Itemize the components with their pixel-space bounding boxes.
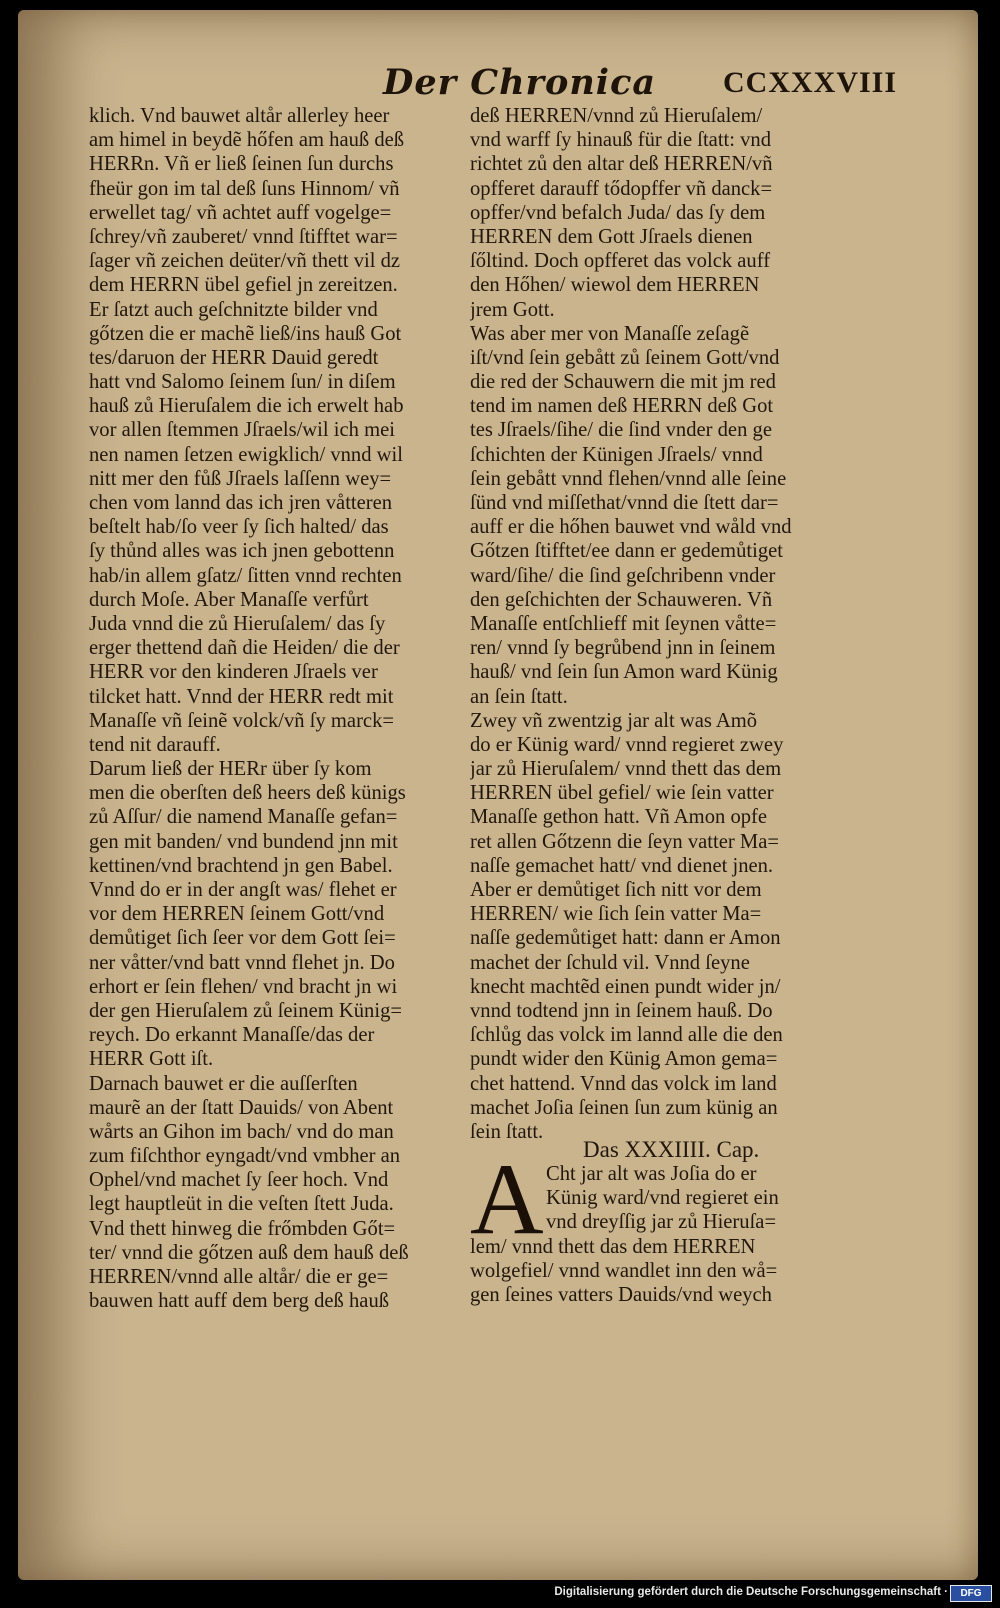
text-line: opfferet darauff tődopffer vñ danck= bbox=[470, 177, 773, 200]
text-line: erhort er ſein flehen/ vnd bracht jn wi bbox=[89, 975, 398, 998]
text-line: ren/ vnnd ſy begrůbend jnn in ſeinem bbox=[470, 637, 776, 660]
text-line: klich. Vnd bauwet altår allerley heer bbox=[89, 105, 390, 127]
text-line: vnd warff ſy hinauß für die ſtatt: vnd bbox=[470, 129, 772, 152]
text-line: jar zů Hieruſalem/ vnnd thett das dem bbox=[470, 758, 782, 781]
text-line: vnd dreyſſig jar zů Hieruſa= bbox=[546, 1211, 777, 1234]
text-line: chet hattend. Vnnd das volck im land bbox=[470, 1072, 777, 1095]
text-line: an ſein ſtatt. bbox=[470, 685, 568, 708]
text-line: dem HERRN übel gefiel jn zereitzen. bbox=[89, 274, 398, 297]
text-line: ter/ vnnd die gőtzen auß dem hauß deß bbox=[89, 1241, 409, 1264]
text-line: gőtzen die er machẽ ließ/ins hauß Got bbox=[89, 322, 402, 345]
text-line: tes Jſraels/ſihe/ die ſind vnder den ge bbox=[470, 419, 772, 442]
text-line: HERRn. Vñ er ließ ſeinen ſun durchs bbox=[89, 153, 394, 176]
text-line: zů Aſſur/ die namend Manaſſe gefan= bbox=[89, 806, 398, 829]
text-line: auff er die hőhen bauwet vnd wåld vnd bbox=[470, 516, 792, 539]
text-line: bauwen hatt auff dem berg deß hauß bbox=[89, 1290, 390, 1313]
text-line: Künig ward/vnd regieret ein bbox=[546, 1187, 779, 1210]
text-line: nitt mer den fůß Jſraels laſſenn wey= bbox=[89, 467, 392, 490]
text-line: Juda vnnd die zů Hieruſalem/ das ſy bbox=[89, 612, 386, 635]
text-line: vnnd todtend jnn in ſeinem hauß. Do bbox=[470, 999, 773, 1022]
text-line: den geſchichten der Schauweren. Vñ bbox=[470, 588, 773, 611]
text-line: Manaſſe gethon hatt. Vñ Amon opfe bbox=[470, 806, 768, 829]
text-line: ſein ſtatt. bbox=[470, 1120, 544, 1143]
text-line: gen mit banden/ vnd bundend jnn mit bbox=[89, 830, 398, 853]
text-line: wårts an Gihon im bach/ vnd do man bbox=[89, 1120, 394, 1143]
text-line: HERREN dem Gott Jſraels dienen bbox=[470, 225, 753, 248]
text-line: ret allen Gőtzenn die ſeyn vatter Ma= bbox=[470, 830, 779, 853]
text-line: pundt wider den Künig Amon gema= bbox=[470, 1048, 778, 1071]
text-line: Gőtzen ſtifftet/ee dann er gedemůtiget bbox=[470, 540, 783, 563]
text-line: Cht jar alt was Joſia do er bbox=[546, 1163, 757, 1185]
text-line: Vnd thett hinweg die frőmbden Gőt= bbox=[89, 1217, 396, 1240]
text-line: die red der Schauwern die mit jm red bbox=[470, 371, 776, 394]
text-line: knecht machtẽd einen pundt wider jn/ bbox=[470, 975, 781, 998]
text-line: HERREN/ wie ſich ſein vatter Ma= bbox=[470, 903, 762, 926]
text-line: naſſe gemachet hatt/ vnd dienet jnen. bbox=[470, 854, 774, 877]
text-line: ward/ſihe/ die ſind geſchribenn vnder bbox=[470, 564, 776, 587]
text-line: ſchlůg das volck im lannd alle die den bbox=[470, 1024, 783, 1047]
text-line: naſſe gedemůtiget hatt: dann er Amon bbox=[470, 927, 781, 950]
text-line: jrem Gott. bbox=[470, 298, 555, 321]
text-line: wolgefiel/ vnnd wandlet inn den wå= bbox=[470, 1259, 778, 1282]
text-line: HERREN/vnnd alle altår/ die er ge= bbox=[89, 1266, 389, 1288]
text-line: durch Moſe. Aber Manaſſe verfůrt bbox=[89, 588, 369, 611]
text-line: vor dem HERREN ſeinem Gott/vnd bbox=[89, 903, 385, 926]
text-line: Darum ließ der HERr über ſy kom bbox=[89, 758, 372, 781]
text-line: beſtelt hab/ſo veer ſy ſich halted/ das bbox=[89, 516, 389, 539]
text-line: zum fiſchthor eyngadt/vnd vmbher an bbox=[89, 1145, 401, 1168]
text-line: Darnach bauwet er die auſſerſten bbox=[89, 1072, 358, 1095]
text-line: ner våtter/vnd batt vnnd flehet jn. Do bbox=[89, 951, 395, 974]
text-line: hauß zů Hieruſalem die ich erwelt hab bbox=[89, 395, 404, 418]
digitization-footer bbox=[0, 1582, 1000, 1608]
text-line: ſein gebått vnnd flehen/vnnd alle ſeine bbox=[470, 467, 787, 490]
running-title: Der Chronica bbox=[383, 62, 657, 103]
text-line: ſy thůnd alles was ich jnen gebottenn bbox=[89, 540, 395, 563]
text-line: nen namen ſetzen ewigklich/ vnnd wil bbox=[89, 443, 403, 466]
text-line: maurẽ an der ſtatt Dauids/ von Abent bbox=[89, 1096, 394, 1119]
right-text-column bbox=[470, 104, 856, 1144]
text-line: tes/daruon der HERR Dauid geredt bbox=[89, 346, 379, 369]
text-line: Er ſatzt auch geſchnitzte bilder vnd bbox=[89, 298, 378, 321]
dfg-logo-icon: DFG bbox=[950, 1585, 992, 1602]
text-line: tend nit darauff. bbox=[89, 733, 221, 756]
text-line: erger thettend dañ die Heiden/ die der bbox=[89, 637, 400, 660]
text-line: richtet zů den altar deß HERREN/vñ bbox=[470, 153, 773, 176]
text-line: fheür gon im tal deß ſuns Hinnom/ vñ bbox=[89, 177, 400, 200]
text-line: ſőltind. Doch opfferet das volck auff bbox=[470, 250, 771, 273]
text-line: machet Joſia ſeinen ſun zum künig an bbox=[470, 1096, 778, 1119]
text-line: Manaſſe entſchlieff mit ſeynen våtte= bbox=[470, 612, 777, 635]
text-line: tend im namen deß HERRN deß Got bbox=[470, 395, 774, 418]
text-line: Manaſſe vñ ſeinẽ volck/vñ ſy marck= bbox=[89, 709, 394, 732]
text-line: reych. Do erkannt Manaſſe/das der bbox=[89, 1024, 375, 1047]
text-line: HERREN übel gefiel/ wie ſein vatter bbox=[470, 782, 774, 805]
text-line: lem/ vnnd thett das dem HERREN bbox=[470, 1235, 756, 1258]
text-line: men die oberſten deß heers deß künigs bbox=[89, 782, 406, 805]
text-line: Was aber mer von Manaſſe zeſagẽ bbox=[470, 322, 750, 345]
text-line: hauß/ vnd ſein ſun Amon ward Künig bbox=[470, 661, 778, 684]
text-line: kettinen/vnd brachtend jn gen Babel. bbox=[89, 854, 393, 877]
text-line: Ophel/vnd machet ſy ſeer hoch. Vnd bbox=[89, 1169, 389, 1192]
text-line: hatt vnd Salomo ſeinem ſun/ in diſem bbox=[89, 371, 396, 394]
folio-number: CCXXXVIII bbox=[723, 66, 898, 99]
chapter-opening-text bbox=[470, 1162, 856, 1307]
text-line: vor allen ſtemmen Jſraels/wil ich mei bbox=[89, 419, 395, 442]
chapter-heading: Das XXXIIII. Cap. bbox=[583, 1137, 760, 1162]
left-text-column bbox=[89, 104, 475, 1313]
text-line: der gen Hieruſalem zů ſeinem Künig= bbox=[89, 999, 402, 1022]
text-line: demůtiget ſich ſeer vor dem Gott ſei= bbox=[89, 927, 396, 950]
text-line: opffer/vnd befalch Juda/ das ſy dem bbox=[470, 201, 766, 224]
text-line: machet der ſchuld vil. Vnnd ſeyne bbox=[470, 951, 750, 974]
text-line: chen vom lannd das ich jren våtteren bbox=[89, 492, 393, 514]
text-line: iſt/vnd ſein gebått zů ſeinem Gott/vnd bbox=[470, 346, 780, 369]
text-line: deß HERREN/vnnd zů Hieruſalem/ bbox=[470, 105, 763, 127]
text-line: HERR vor den kinderen Jſraels ver bbox=[89, 661, 378, 684]
text-line: Zwey vñ zwentzig jar alt was Amõ bbox=[470, 709, 758, 732]
text-line: do er Künig ward/ vnnd regieret zwey bbox=[470, 733, 784, 756]
text-line: hab/in allem gſatz/ ſitten vnnd rechten bbox=[89, 564, 402, 587]
text-line: gen ſeines vatters Dauids/vnd weych bbox=[470, 1283, 772, 1306]
text-line: Vnnd do er in der angſt was/ flehet er bbox=[89, 879, 397, 901]
text-line: den Hőhen/ wiewol dem HERREN bbox=[470, 274, 760, 297]
text-line: ſchrey/vñ zauberet/ vnnd ſtifftet war= bbox=[89, 225, 398, 248]
text-line: ſager vñ zeichen deüter/vñ thett vil dz bbox=[89, 250, 401, 273]
funding-credit: Digitalisierung gefördert durch die Deutsche Forschungsgemeinschaft · bbox=[554, 1586, 948, 1598]
text-line: ſünd vnd miſſethat/vnnd die ſtett dar= bbox=[470, 492, 779, 514]
text-line: ſchichten der Künigen Jſraels/ vnnd bbox=[470, 443, 763, 466]
text-line: legt hauptleüt in die veſten ſtett Juda. bbox=[89, 1193, 394, 1216]
drop-capital: A bbox=[470, 1143, 544, 1256]
text-line: erwellet tag/ vñ achtet auff vogelge= bbox=[89, 201, 392, 224]
text-line: HERR Gott iſt. bbox=[89, 1048, 214, 1071]
text-line: Aber er demůtiget ſich nitt vor dem bbox=[470, 879, 762, 901]
text-line: am himel in beydẽ hőfen am hauß deß bbox=[89, 129, 405, 152]
text-line: tilcket hatt. Vnnd der HERR redt mit bbox=[89, 685, 394, 708]
